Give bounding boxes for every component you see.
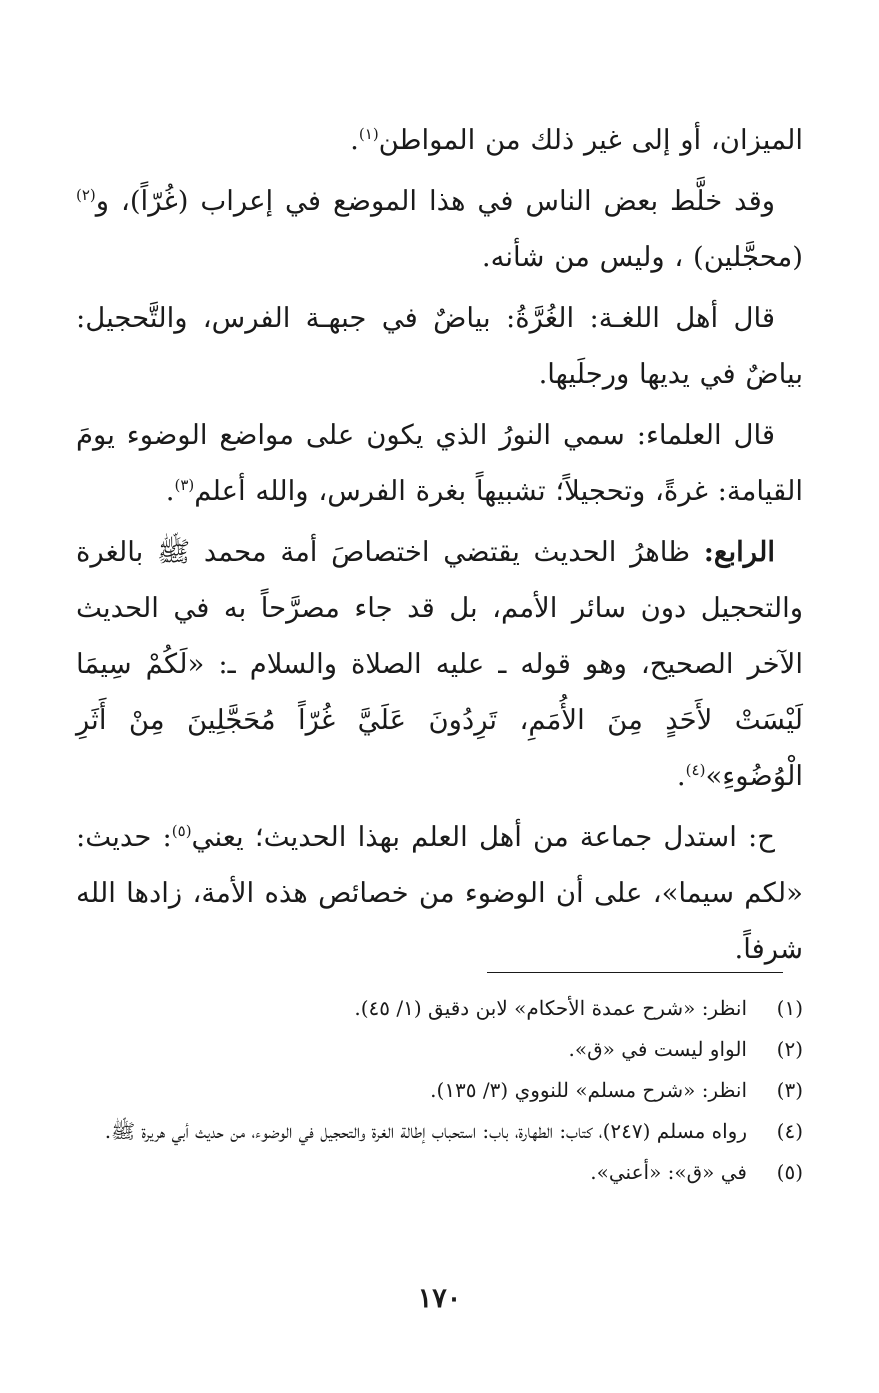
paragraph-1-end: . xyxy=(350,124,359,156)
footnote-number: (٤) xyxy=(776,1119,803,1143)
footnote-number: (٢) xyxy=(776,1037,803,1061)
paragraph-4 xyxy=(76,407,803,519)
paragraph-6 xyxy=(76,809,803,977)
footnote-ref-5[interactable]: (٥) xyxy=(171,821,192,840)
footnote-ref-4[interactable]: (٤) xyxy=(685,760,706,779)
footnote-text: رواه مسلم (٢٤٧)، كتاب: الطهارة، باب: استحباب إطالة الغرة والتحجيل في الوضوء، من حديث أبي هريرة ﷺ. xyxy=(104,1119,747,1143)
footnote-item xyxy=(76,1111,803,1152)
footnote-text: الواو ليست في «ق». xyxy=(568,1037,747,1061)
section-lead-label: الرابع: xyxy=(703,536,775,568)
paragraph-6-end: : حديث: «لكم سيما»، على أن الوضوء من خصائص هذه الأمة، زادها الله شرفاً. xyxy=(76,821,803,965)
paragraph-2-end: (محجَّلين) ، وليس من شأنه. xyxy=(481,241,803,273)
footnotes xyxy=(76,988,803,1193)
footnote-ref-1[interactable]: (١) xyxy=(358,124,379,143)
footnote-item xyxy=(76,1029,803,1070)
paragraph-5-text: ظاهرُ الحديث يقتضي اختصاصَ أمة محمد ﷺ بالغرة والتحجيل دون سائر الأمم، بل قد جاء مصرَّحاً به في الحديث الآخر الصحيح، وهو قوله ـ عليه الصلاة والسلام ـ: «لَكُمْ سِيمَا لَيْسَتْ لأَحَدٍ مِنَ الأُمَمِ، تَرِدُونَ عَلَيَّ غُرّاً مُحَجَّلِينَ مِنْ أَثَرِ الْوُضُوءِ» xyxy=(76,536,803,792)
footnote-ref-2[interactable]: (٢) xyxy=(76,185,96,204)
paragraph-3 xyxy=(76,290,803,402)
footnote-item xyxy=(76,1152,803,1193)
footnote-text: في «ق»: «أعني». xyxy=(590,1160,747,1184)
paragraph-5-end: . xyxy=(676,760,686,792)
footnote-number: (١) xyxy=(776,996,803,1020)
page-number: ١٧٠ xyxy=(417,1283,462,1314)
paragraph-2-text: وقد خلَّط بعض الناس في هذا الموضع في إعراب (غُرّاً)، و xyxy=(95,185,775,217)
footnote-text: انظر: «شرح عمدة الأحكام» لابن دقيق (١/ ٤٥). xyxy=(354,996,747,1020)
footnote-item xyxy=(76,1070,803,1111)
paragraph-4-end: . xyxy=(165,475,175,507)
main-text xyxy=(76,112,803,982)
footnote-text: انظر: «شرح مسلم» للنووي (٣/ ١٣٥). xyxy=(430,1078,747,1102)
footnote-ref-3[interactable]: (٣) xyxy=(174,475,195,494)
paragraph-2 xyxy=(76,173,803,285)
footnote-number: (٥) xyxy=(776,1160,803,1184)
paragraph-6-text: ح: استدل جماعة من أهل العلم بهذا الحديث؛ يعني xyxy=(191,821,775,853)
footnote-separator xyxy=(487,972,783,973)
footnote-item xyxy=(76,988,803,1029)
paragraph-1-text: الميزان، أو إلى غير ذلك من المواطن xyxy=(378,124,803,156)
footnote-number: (٣) xyxy=(776,1078,803,1102)
paragraph-1 xyxy=(76,112,803,168)
paragraph-4-text: قال العلماء: سمي النورُ الذي يكون على مواضع الوضوء يومَ القيامة: غرةً، وتحجيلاً؛ تشبيهاً بغرة الفرس، والله أعلم xyxy=(76,419,803,507)
paragraph-5 xyxy=(76,524,803,804)
paragraph-3-text: قال أهل اللغـة: الغُرَّةُ: بياضٌ في جبهـة الفرس، والتَّحجيل: بياضٌ في يديها ورجلَيها. xyxy=(76,302,803,390)
